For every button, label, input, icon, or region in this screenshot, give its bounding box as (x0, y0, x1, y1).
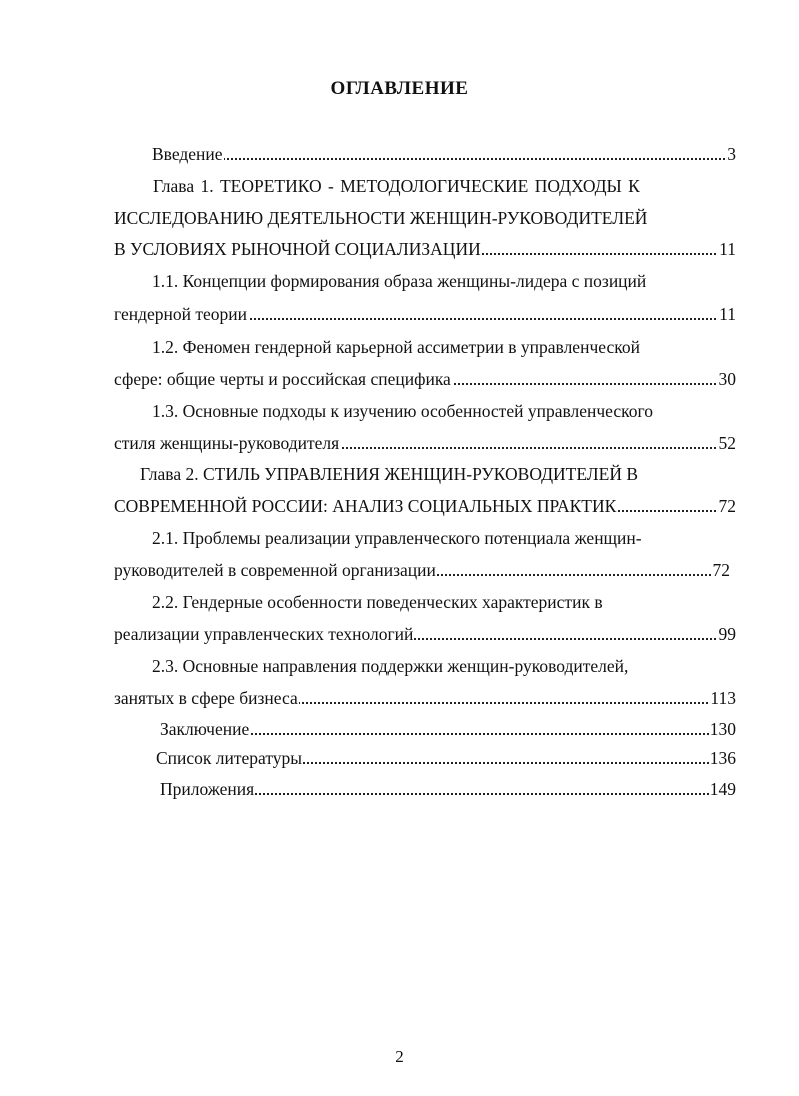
page-heading: ОГЛАВЛЕНИЕ (330, 78, 469, 99)
toc-page-number: 149 (709, 779, 736, 799)
toc-page-number: 72 (712, 560, 730, 580)
toc-page-number: 72 (718, 496, 736, 516)
toc-entry-references (156, 747, 736, 769)
page-number: 2 (395, 1047, 404, 1066)
toc-entry-intro (152, 143, 736, 165)
toc-entry-text: стиля женщины-руководителя (114, 433, 340, 453)
toc-chapter-2-line-2 (114, 495, 736, 517)
toc-page-number: 3 (727, 144, 736, 164)
toc-page-number: 52 (718, 433, 736, 453)
toc-chapter-2-line-1: Глава 2. СТИЛЬ УПРАВЛЕНИЯ ЖЕНЩИН-РУКОВОДИТЕЛЕЙ В (140, 464, 639, 484)
toc-section-2-2-line-1: 2.2. Гендерные особенности поведенческих характеристик в (152, 592, 603, 612)
toc-entry-text: сфере: общие черты и российская специфика (114, 369, 451, 389)
toc-page-number: 130 (709, 719, 736, 739)
toc-chapter-1-line-1: Глава 1. ТЕОРЕТИКО - МЕТОДОЛОГИЧЕСКИЕ ПОДХОДЫ К (153, 176, 640, 196)
toc-entry-text: реализации управленческих технологий (114, 624, 414, 644)
toc-section-2-2-line-2 (114, 623, 736, 645)
toc-section-1-2-line-1: 1.2. Феномен гендерной карьерной ассиметрии в управленческой (152, 337, 640, 357)
toc-entry-text: Приложения (160, 779, 255, 799)
toc-section-2-1-line-2 (114, 559, 730, 581)
leader-dots (152, 158, 736, 160)
toc-entry-text: гендерной теории (114, 304, 248, 324)
toc-entry-text: СОВРЕМЕННОЙ РОССИИ: АНАЛИЗ СОЦИАЛЬНЫХ ПРАКТИК (114, 496, 617, 516)
toc-entry-text: В УСЛОВИЯХ РЫНОЧНОЙ СОЦИАЛИЗАЦИИ (114, 239, 481, 259)
toc-chapter-1-line-2: ИССЛЕДОВАНИЮ ДЕЯТЕЛЬНОСТИ ЖЕНЩИН-РУКОВОДИТЕЛЕЙ (114, 208, 648, 228)
toc-entry-text: Список литературы (156, 748, 303, 768)
toc-section-1-3-line-2 (114, 432, 736, 454)
toc-section-2-3-line-2 (114, 687, 736, 709)
toc-page-number: 11 (719, 239, 736, 259)
toc-section-1-1-line-1: 1.1. Концепции формирования образа женщины-лидера с позиций (152, 271, 647, 291)
toc-entry-text: Введение (152, 144, 223, 164)
toc-entry-text: руководителей в современной организации (114, 560, 436, 580)
toc-page-number: 30 (718, 369, 736, 389)
toc-page-number: 136 (709, 748, 736, 768)
toc-section-1-3-line-1: 1.3. Основные подходы к изучению особенностей управленческого (152, 401, 653, 421)
toc-section-1-1-line-2 (114, 303, 736, 325)
toc-page-number: 99 (718, 624, 736, 644)
toc-section-2-3-line-1: 2.3. Основные направления поддержки женщин-руководителей, (152, 656, 629, 676)
toc-entry-text: Заключение (160, 719, 250, 739)
toc-entry-text: занятых в сфере бизнеса (114, 688, 298, 708)
toc-section-1-2-line-2 (114, 368, 736, 390)
toc-chapter-1-line-3 (114, 238, 736, 260)
toc-entry-conclusion (160, 718, 736, 740)
toc-page-number: 113 (710, 688, 736, 708)
toc-section-2-1-line-1: 2.1. Проблемы реализации управленческого потенциала женщин- (152, 528, 642, 548)
toc-entry-appendix (160, 778, 736, 800)
toc-page-number: 11 (719, 304, 736, 324)
